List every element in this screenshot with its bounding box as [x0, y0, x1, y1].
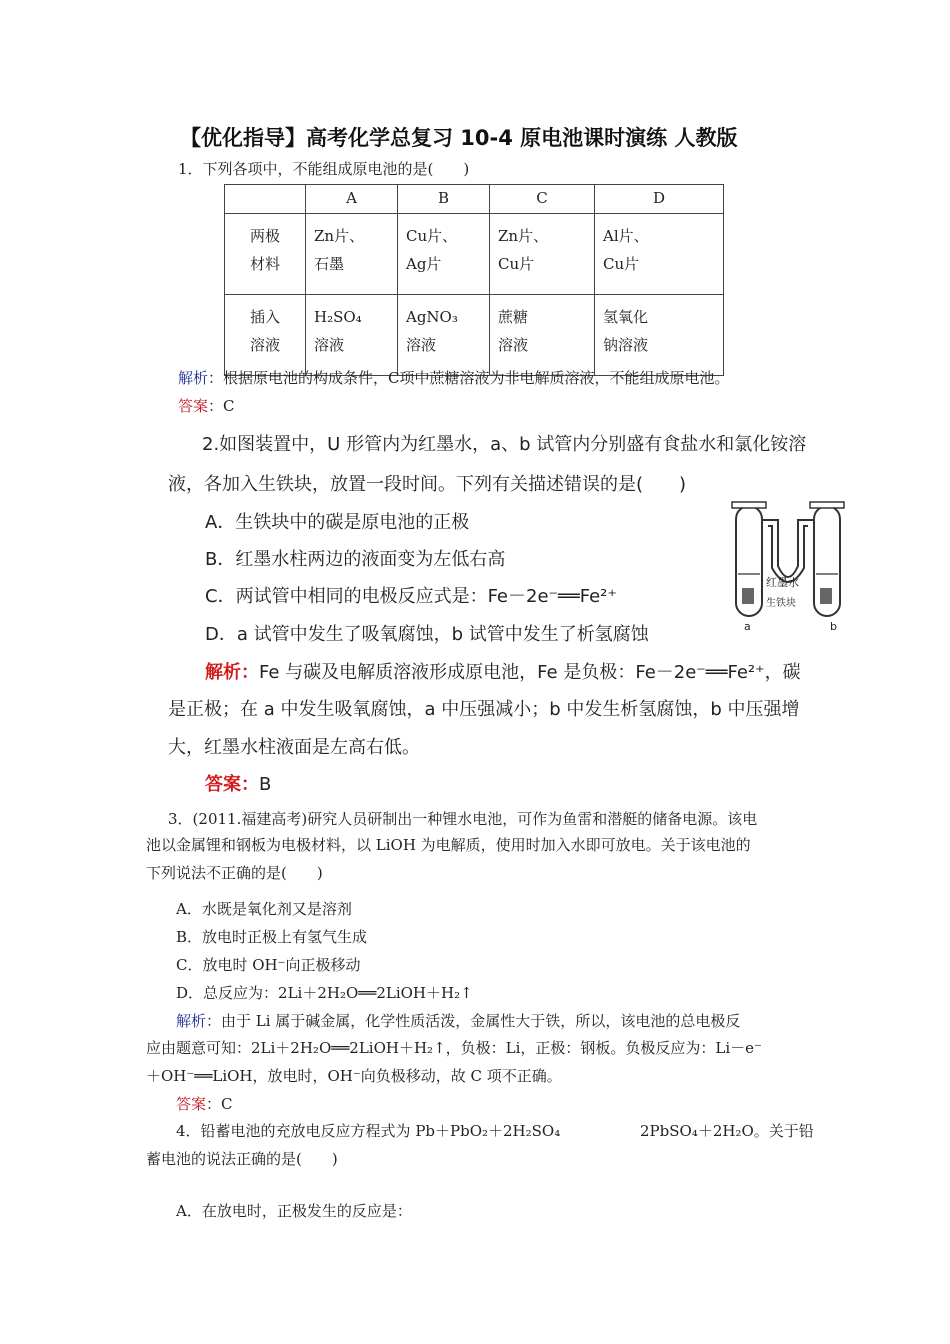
q3-stem-line2: 池以金属锂和钢板为电极材料，以 LiOH 为电解质，使用时加入水即可放电。关于该电池的	[146, 836, 751, 854]
table-header: D	[595, 185, 724, 214]
u-tube-figure	[722, 496, 850, 636]
q2-option-a: A．生铁块中的碳是原电池的正极	[205, 512, 470, 533]
q2-answer: 答案：B	[205, 774, 272, 795]
q4-stem-line1a: 4．铅蓄电池的充放电反应方程式为 Pb＋PbO₂＋2H₂SO₄	[176, 1122, 561, 1140]
q1-analysis: 解析：根据原电池的构成条件，C项中蔗糖溶液为非电解质溶液，不能组成原电池。	[178, 369, 730, 387]
table-header: A	[306, 185, 398, 214]
table-row	[225, 214, 724, 295]
q2-option-d: D．a 试管中发生了吸氧腐蚀，b 试管中发生了析氢腐蚀	[205, 624, 649, 645]
figure-label-ink: 红墨水	[766, 576, 799, 589]
table-cell: 氢氧化 钠溶液	[595, 295, 724, 376]
figure-label-iron: 生铁块	[766, 598, 796, 609]
table-row	[225, 295, 724, 376]
q4-stem-line1b: 2PbSO₄＋2H₂O。关于铅	[640, 1122, 814, 1140]
q3-option-d: D．总反应为：2Li＋2H₂O══2LiOH＋H₂↑	[176, 984, 473, 1002]
q1-stem: 1．下列各项中，不能组成原电池的是( )	[178, 160, 470, 178]
q2-analysis-line1: 解析：Fe 与碳及电解质溶液形成原电池，Fe 是负极：Fe－2e⁻══Fe²⁺，碳	[205, 662, 801, 683]
q1-answer: 答案：C	[178, 397, 235, 415]
q3-stem-line3: 下列说法不正确的是( )	[146, 864, 323, 882]
q2-analysis-line3: 大，红墨水柱液面是左高右低。	[168, 737, 420, 758]
q3-analysis-line2: 应由题意可知：2Li＋2H₂O══2LiOH＋H₂↑，负极：Li，正极：钢板。负极反应为：Li－e⁻	[146, 1039, 762, 1057]
table-cell: H₂SO₄ 溶液	[306, 295, 398, 376]
q2-analysis-line2: 是正极；在 a 中发生吸氧腐蚀，a 中压强减小；b 中发生析氢腐蚀，b 中压强增	[168, 699, 800, 720]
figure-label-a: a	[744, 620, 751, 633]
table-cell: Zn片、 Cu片	[490, 214, 595, 295]
q3-option-b: B．放电时正极上有氢气生成	[176, 928, 368, 946]
q4-option-a: A．在放电时，正极发生的反应是：	[176, 1202, 412, 1220]
table-cell: Cu片、 Ag片	[398, 214, 490, 295]
q2-stem-line1: 2.如图装置中，U 形管内为红墨水，a、b 试管内分别盛有食盐水和氯化铵溶	[202, 434, 807, 455]
figure-label-b: b	[830, 620, 837, 633]
q3-stem-line1: 3．(2011.福建高考)研究人员研制出一种锂水电池，可作为鱼雷和潜艇的储备电源。该电	[168, 810, 758, 828]
table-cell: Zn片、 石墨	[306, 214, 398, 295]
q4-stem-line2: 蓄电池的说法正确的是( )	[146, 1150, 338, 1168]
q3-answer: 答案：C	[176, 1095, 233, 1113]
q1-table	[224, 184, 724, 376]
q2-option-c: C．两试管中相同的电极反应式是：Fe－2e⁻══Fe²⁺	[205, 586, 617, 607]
table-header: C	[490, 185, 595, 214]
table-cell: 蔗糖 溶液	[490, 295, 595, 376]
table-cell: 两极 材料	[225, 214, 306, 295]
q2-stem-line2: 液，各加入生铁块，放置一段时间。下列有关描述错误的是( )	[168, 474, 687, 495]
table-header: B	[398, 185, 490, 214]
table-cell: 插入 溶液	[225, 295, 306, 376]
q3-option-a: A．水既是氧化剂又是溶剂	[176, 900, 352, 918]
q2-option-b: B．红墨水柱两边的液面变为左低右高	[205, 549, 506, 570]
q3-analysis-line1: 解析：由于 Li 属于碱金属，化学性质活泼，金属性大于铁，所以，该电池的总电极反	[176, 1012, 741, 1030]
table-cell: AgNO₃ 溶液	[398, 295, 490, 376]
page-title: 【优化指导】高考化学总复习 10-4 原电池课时演练 人教版	[180, 126, 738, 150]
table-cell: Al片、 Cu片	[595, 214, 724, 295]
q3-option-c: C．放电时 OH⁻向正极移动	[176, 956, 361, 974]
table-header	[225, 185, 306, 214]
q3-analysis-line3: ＋OH⁻══LiOH，放电时，OH⁻向负极移动，故 C 项不正确。	[146, 1067, 562, 1085]
